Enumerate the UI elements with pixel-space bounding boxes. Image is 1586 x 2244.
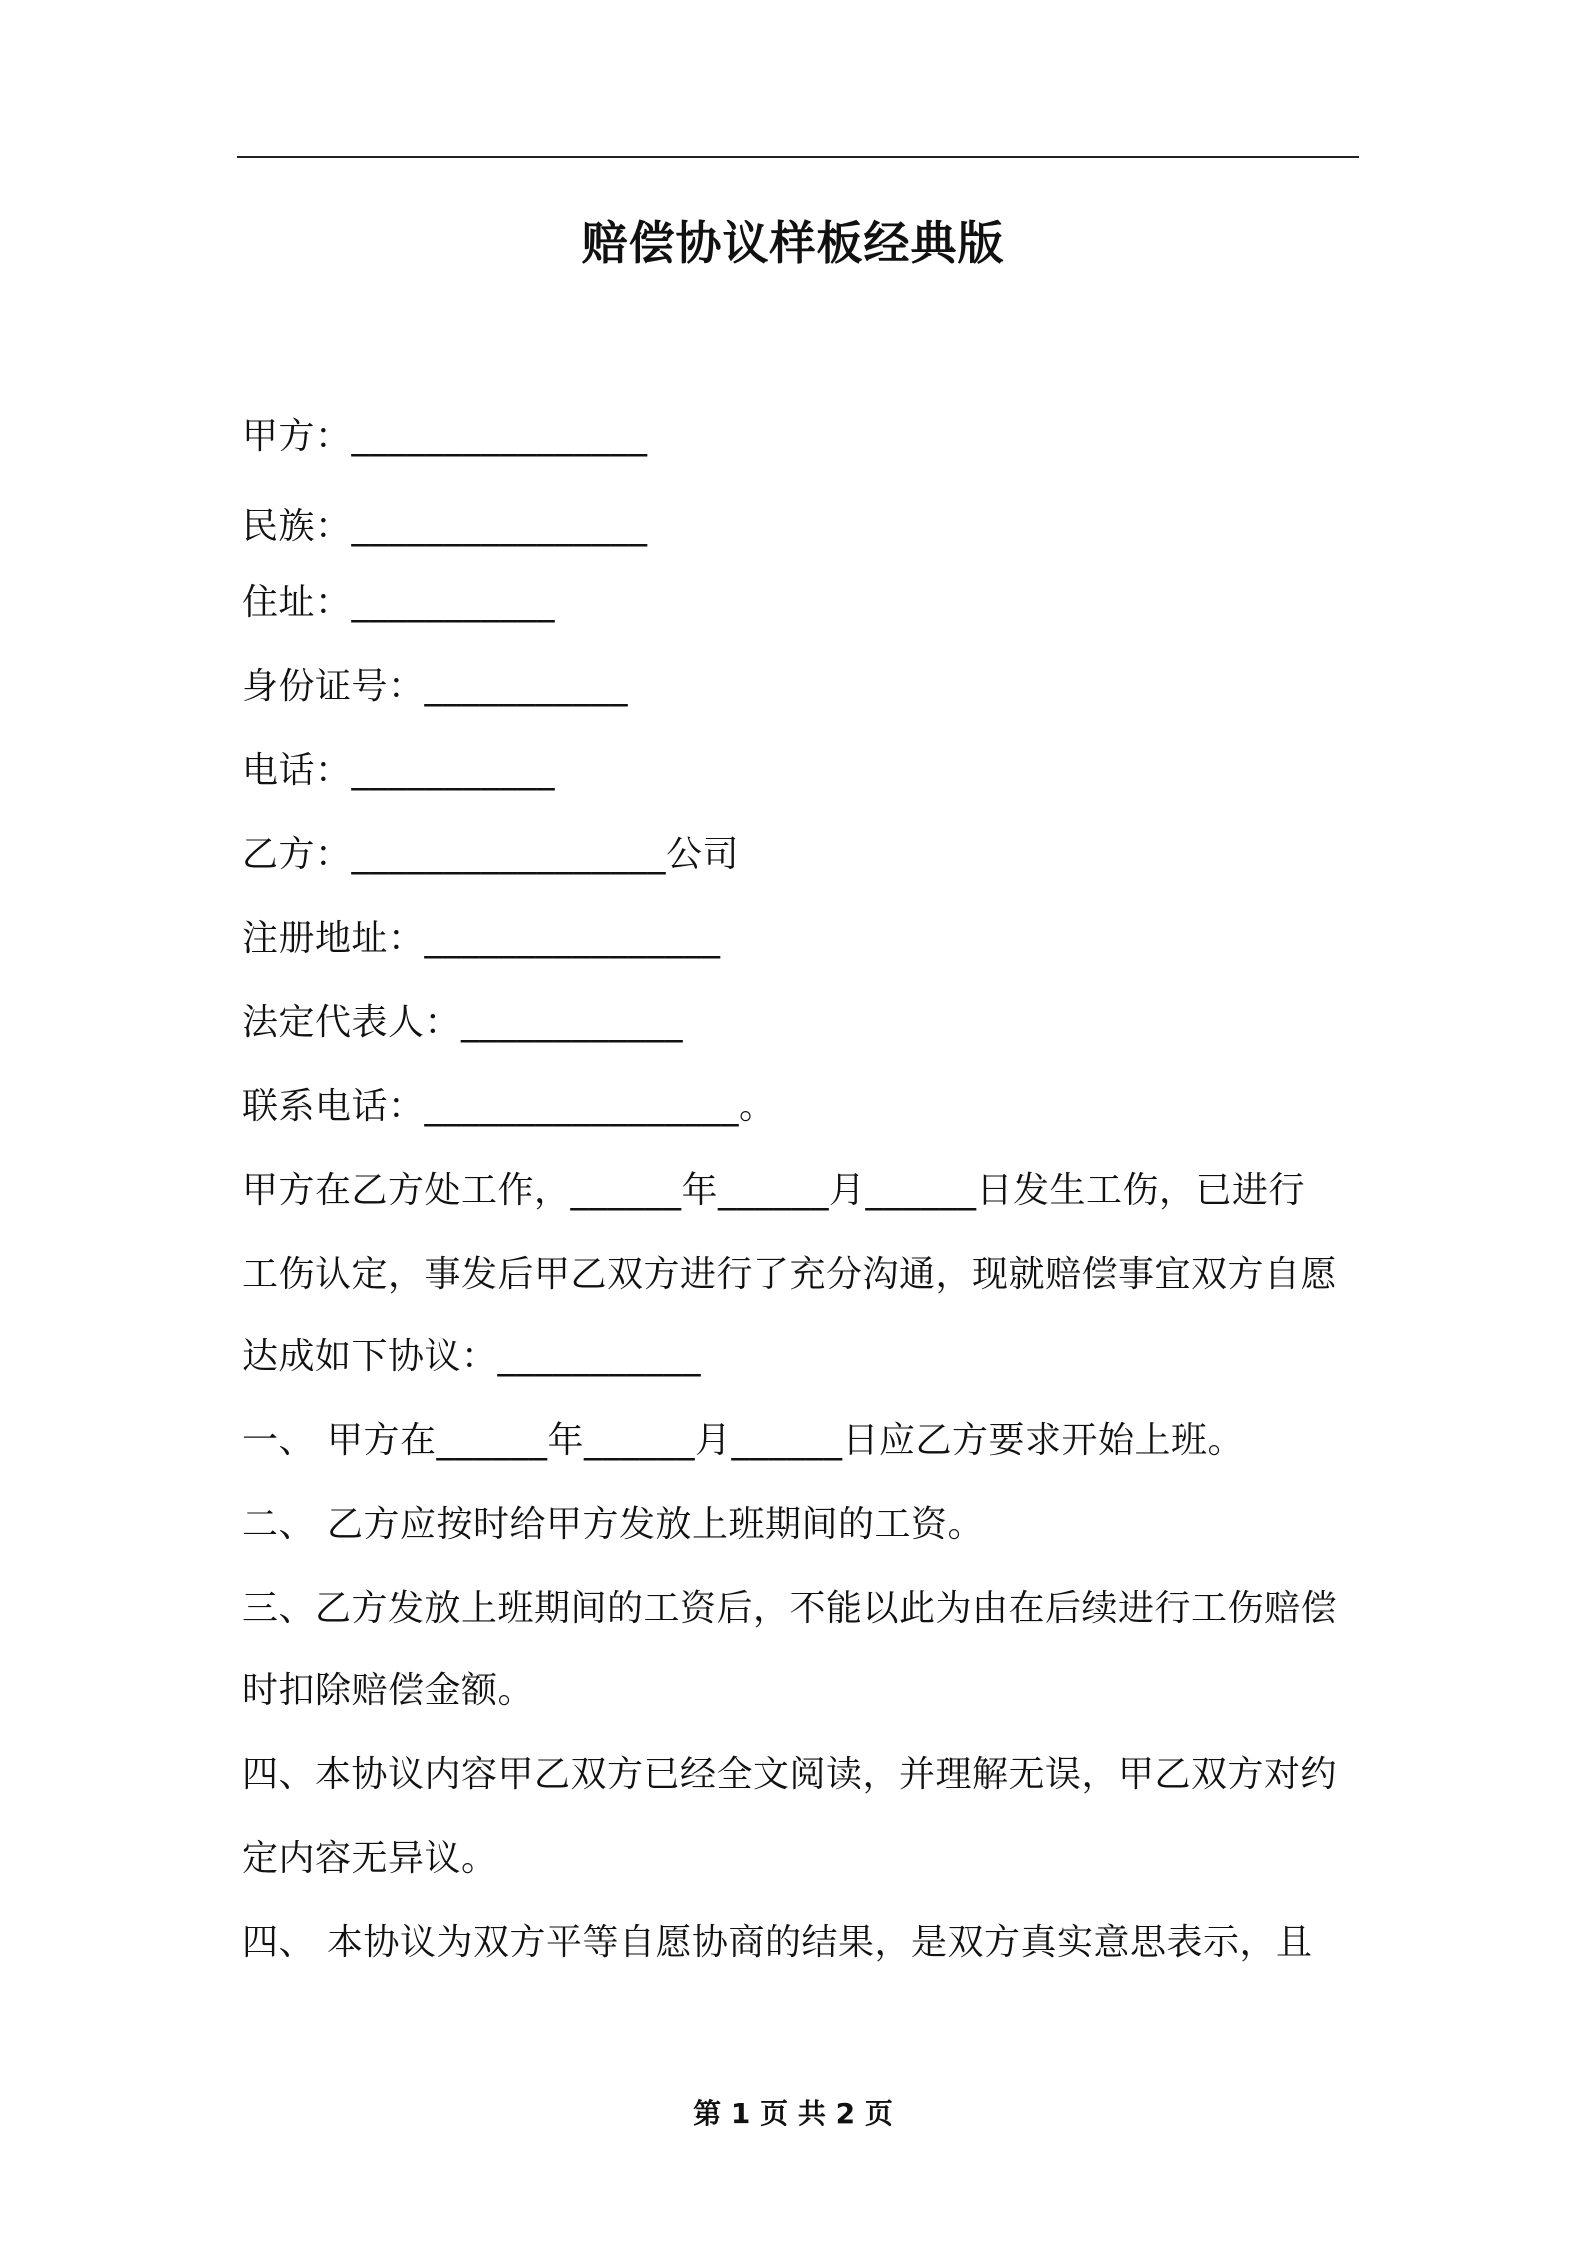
paragraph-line: 工伤认定，事发后甲乙双方进行了充分沟通，现就赔偿事宜双方自愿 [242, 1254, 1338, 1295]
party-b-name-line: 乙方：_________________公司 [242, 834, 740, 875]
contact-phone-line: 联系电话：_________________。 [242, 1086, 776, 1127]
paragraph-line: 达成如下协议：___________ [242, 1336, 702, 1377]
document-title: 赔偿协议样板经典版 [581, 216, 1005, 270]
clause-line: 时扣除赔偿金额。 [242, 1670, 535, 1711]
paragraph-line: 甲方在乙方处工作，______年______月______日发生工伤，已进行 [242, 1170, 1306, 1211]
ethnicity-line: 民族：________________ [242, 506, 648, 547]
clause-line: 二、 乙方应按时给甲方发放上班期间的工资。 [242, 1504, 984, 1545]
party-a-name-line: 甲方：________________ [242, 416, 648, 457]
clause-line: 四、本协议内容甲乙双方已经全文阅读，并理解无误，甲乙双方对约 [242, 1754, 1338, 1795]
page-number-footer: 第 1 页 共 2 页 [693, 2097, 893, 2130]
registered-address-line: 注册地址：________________ [242, 918, 721, 959]
clause-line: 三、乙方发放上班期间的工资后，不能以此为由在后续进行工伤赔偿 [242, 1588, 1338, 1629]
clause-line: 定内容无异议。 [242, 1838, 498, 1879]
phone-line: 电话：___________ [242, 750, 556, 791]
clause-line: 四、 本协议为双方平等自愿协商的结果，是双方真实意思表示，且 [242, 1922, 1313, 1963]
clause-line: 一、 甲方在______年______月______日应乙方要求开始上班。 [242, 1420, 1244, 1461]
header-rule [237, 156, 1359, 158]
legal-representative-line: 法定代表人：____________ [242, 1002, 684, 1043]
address-line: 住址：___________ [242, 582, 556, 623]
id-number-line: 身份证号：___________ [242, 666, 629, 707]
